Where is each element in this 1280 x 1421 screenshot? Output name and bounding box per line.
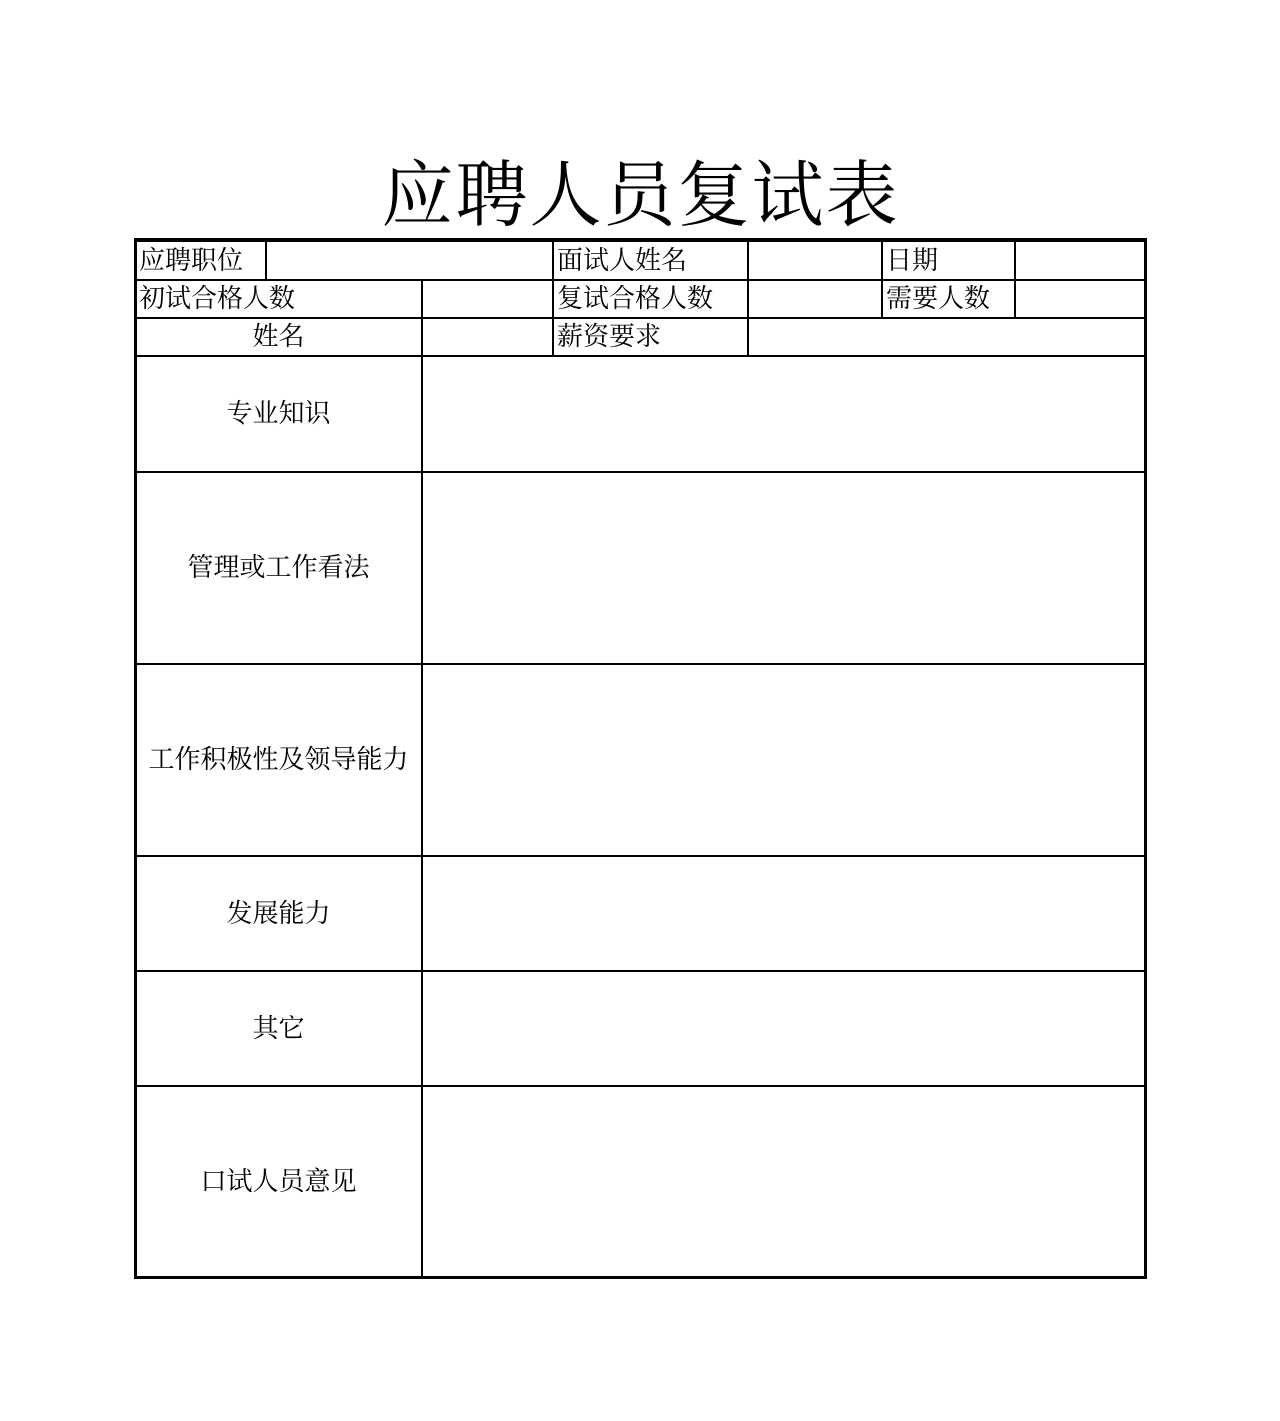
second-pass-label: 复试合格人数 (552, 279, 749, 319)
position-label: 应聘职位 (134, 240, 267, 281)
eval-label-professional-knowledge: 专业知识 (134, 355, 423, 473)
date-field[interactable] (1014, 240, 1147, 281)
first-pass-label: 初试合格人数 (134, 279, 423, 319)
interviewer-field[interactable] (747, 240, 883, 281)
date-label: 日期 (881, 240, 1016, 281)
salary-label: 薪资要求 (552, 317, 749, 357)
second-pass-field[interactable] (747, 279, 883, 319)
eval-label-management-views: 管理或工作看法 (134, 471, 423, 665)
eval-field-professional-knowledge[interactable] (421, 355, 1147, 473)
needed-field[interactable] (1014, 279, 1147, 319)
eval-field-management-views[interactable] (421, 471, 1147, 665)
eval-label-other: 其它 (134, 970, 423, 1087)
name-field[interactable] (421, 317, 554, 357)
position-field[interactable] (265, 240, 554, 281)
needed-label: 需要人数 (881, 279, 1016, 319)
eval-label-development: 发展能力 (134, 855, 423, 972)
form-title: 应聘人员复试表 (381, 153, 900, 237)
interviewer-label: 面试人姓名 (552, 240, 749, 281)
eval-label-interviewer-opinion: 口试人员意见 (134, 1085, 423, 1279)
salary-field[interactable] (747, 317, 1147, 357)
eval-field-interviewer-opinion[interactable] (421, 1085, 1147, 1279)
eval-field-other[interactable] (421, 970, 1147, 1087)
eval-field-development[interactable] (421, 855, 1147, 972)
eval-label-initiative-leadership: 工作积极性及领导能力 (134, 663, 423, 857)
name-label: 姓名 (134, 317, 423, 357)
eval-field-initiative-leadership[interactable] (421, 663, 1147, 857)
first-pass-field[interactable] (421, 279, 554, 319)
